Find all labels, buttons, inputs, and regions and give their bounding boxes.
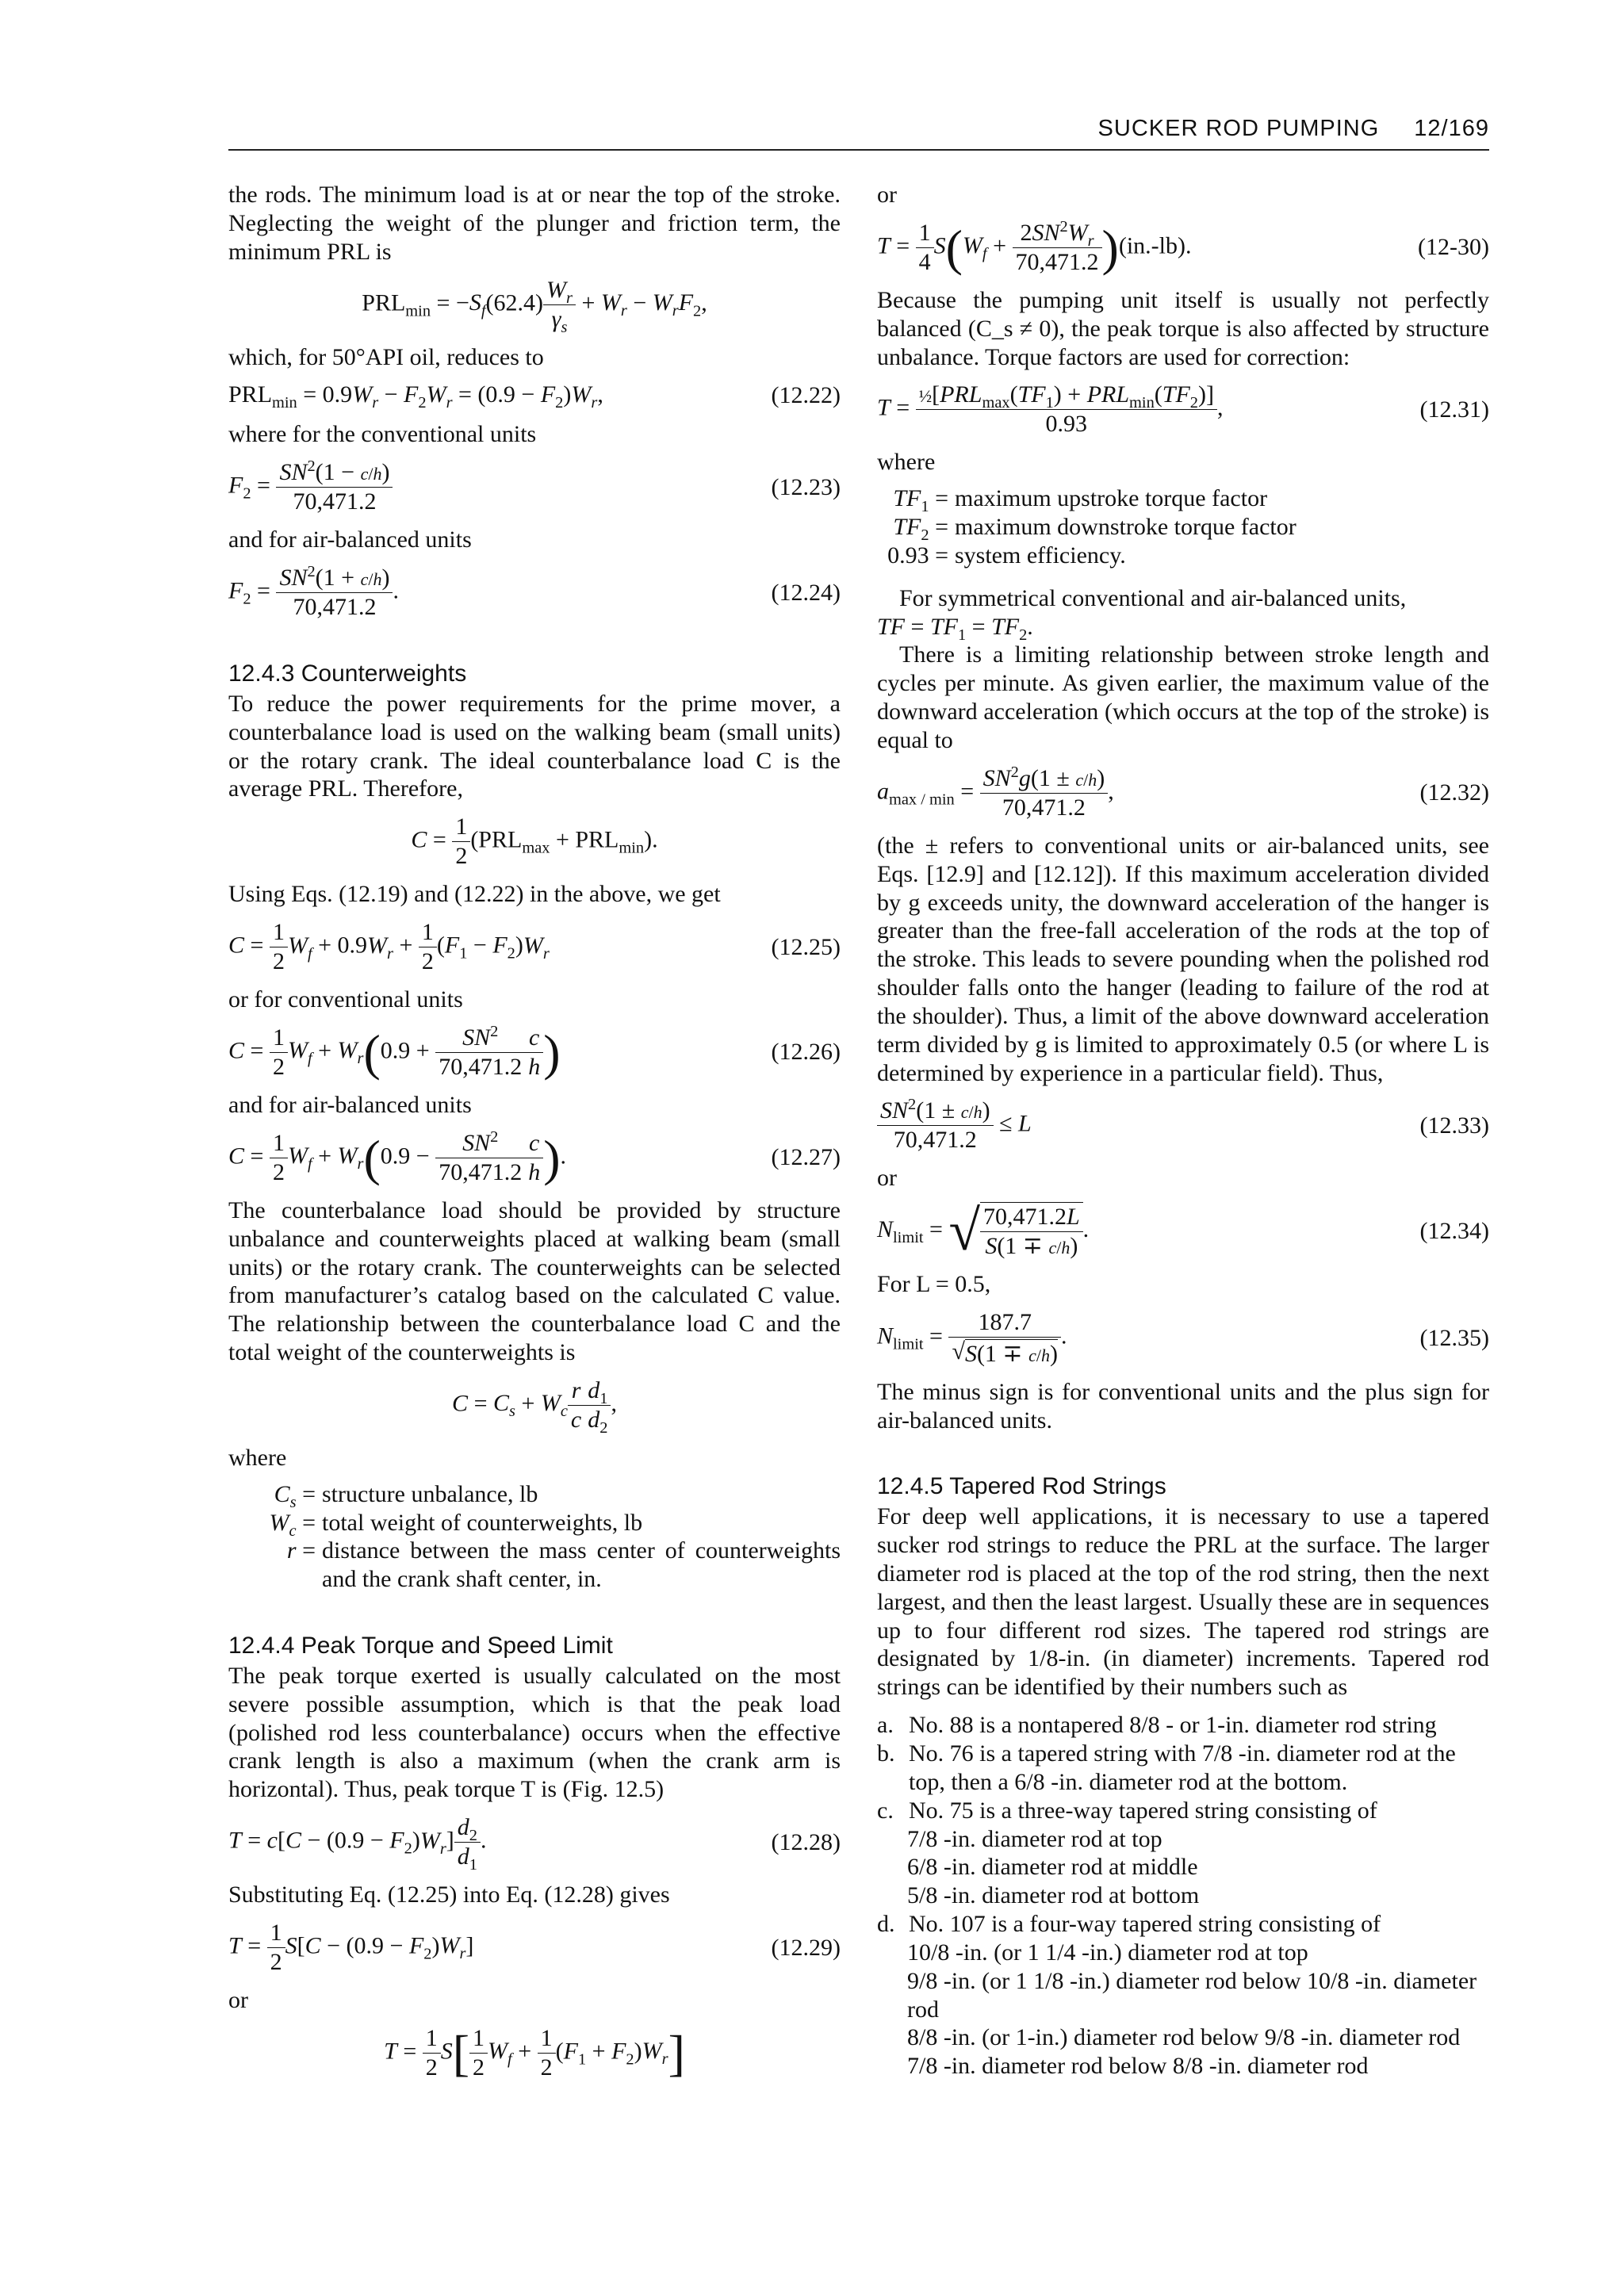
list-subitem: 6/8 -in. diameter rod at middle: [907, 1854, 1198, 1881]
paragraph: There is a limiting relationship between stroke length and cycles per minute. As given earlier, the maximum value of the downward acceleration (which occurs at the top of the stroke) is equal to: [877, 641, 1489, 753]
list-subitem: 7/8 -in. diameter rod below 8/8 -in. diameter rod: [907, 2053, 1369, 2080]
equation-12-28: $T = c[C - (0.9 - F_2)W_r]$ $\frac{d_2}{d_1}$ . (12.28): [228, 1814, 841, 1874]
list-subitem: 10/8 -in. (or 1 1/4 -in.) diameter rod at top: [907, 1939, 1308, 1966]
equation-12-23: $F_2$ = $\frac{SN^2(1 - c/h)}{70,471.2}$ (12.23): [228, 457, 841, 515]
left-column: [228, 181, 841, 2092]
paragraph: The peak torque exerted is usually calculated on the most severe possible assumption, which is that the peak load (polished rod less counterbalance) occurs when the effective crank length is also a maximum (when the crank arm is horizontal). Thus, peak torque T is (Fig. 12.5): [228, 1662, 841, 1803]
running-header: [1098, 116, 1489, 142]
list-subitem: 5/8 -in. diameter rod at bottom: [907, 1882, 1200, 1909]
equation-number: (12.24): [771, 579, 841, 606]
equation-number: (12.31): [1419, 396, 1489, 423]
definition-list: $TF_1$ = maximum upstroke torque factor $TF_2$ = maximum downstroke torque factor 0.93 = system efficiency.: [885, 484, 1489, 570]
definition-list: $C_s$ = structure unbalance, lb $W_c$ = total weight of counterweights, lb r = distance between the mass center of counterweights and the crank shaft center, in.: [269, 1480, 841, 1593]
list-subitem: 7/8 -in. diameter rod at top: [907, 1825, 1162, 1852]
equation-c-cs-wc: $C = C_s + W_c$ $\frac{r}{c}$ $\frac{d_1}{d_2}$ ,: [452, 1376, 617, 1437]
paragraph: or: [877, 1165, 897, 1192]
equation-number: (12.35): [1419, 1324, 1489, 1351]
paragraph: which, for 50°API oil, reduces to: [228, 343, 544, 370]
equation-12-24: $F_2$ = $\frac{SN^2(1 + c/h)}{70,471.2}$ . (12.24): [228, 563, 841, 621]
list-item: b. No. 76 is a tapered string with 7/8 -in. diameter rod at the top, then a 6/8 -in. diameter rod at the bottom.: [877, 1740, 1456, 1795]
paragraph: To reduce the power requirements for the prime mover, a counterbalance load is used on the walking beam (small units) or the rotary crank. The ideal counterbalance load C is the average PRL. Therefore,: [228, 690, 841, 802]
equation-12-31: T = $\frac{1}{2}[PRL_{max}(TF_1) + PRL_{min}(TF_2)]$ 0.93 , (12.31): [877, 381, 1489, 438]
equation-number: (12.32): [1419, 779, 1489, 806]
equation-12-32: $a_{max / min}$ = $\frac{SN^2g(1 \pm c/h)}{70,471.2}$ , (12.32): [877, 763, 1489, 821]
equation-12-25: C = $\frac{1}{2}$ $W_f + 0.9W_r$ + $\frac{1}{2}$ $(F_1 - F_2)W_r$ (12.25): [228, 919, 841, 975]
paragraph: the rods. The minimum load is at or near the top of the stroke. Neglecting the weight of the plunger and friction term, the minimum PRL is: [228, 182, 841, 265]
equation-t-expanded: T = $\frac{1}{2}$ S[ $\frac{1}{2}$ $W_f$ + $\frac{1}{2}$ $(F_1 + F_2)W_r$]: [384, 2024, 685, 2081]
paragraph: Substituting Eq. (12.25) into Eq. (12.28) gives: [228, 1881, 670, 1908]
equation-number: (12.26): [771, 1039, 841, 1066]
equation-12-33: $\frac{SN^2(1 \pm c/h)}{70,471.2}$ ≤ L (12.33): [877, 1097, 1489, 1154]
equation-number: (12.22): [771, 382, 841, 409]
equation-12-34: $N_{limit}$ = √ $\frac{70,471.2L}{S(1 \mp c/h)}$ . (12.34): [877, 1199, 1489, 1263]
paragraph: and for air-balanced units: [228, 526, 472, 553]
section-heading: 12.4.5 Tapered Rod Strings: [877, 1473, 1166, 1500]
equation-number: (12.27): [771, 1144, 841, 1171]
running-title: SUCKER ROD PUMPING: [1097, 116, 1380, 141]
paragraph: The counterbalance load should be provided by structure unbalance and counterweights placed at walking beam (small units) or the rotary crank. The counterweights can be selected from manufacturer’s catalog based on the calculated C value. The relationship between the counterbalance load C and the total weight of the counterweights is: [228, 1196, 841, 1366]
paragraph: (the ± refers to conventional units or air-balanced units, see Eqs. [12.9] and [12.12]). If this maximum acceleration divided by g exceeds unity, the downward acceleration of the hanger is greater than the free-fall acceleration of the rods at the top of the stroke. This leads to severe pounding when the polished rod shoulder falls onto the hanger (leading to failure of the rod at the shoulder). Thus, a limit of the above downward acceleration term divided by g is limited to approximately 0.5 (or where L is determined by experience in a particular field). Thus,: [877, 832, 1489, 1086]
equation-number: (12.29): [771, 1934, 841, 1961]
paragraph: where: [877, 449, 936, 476]
equation-12-29: T = $\frac{1}{2}$ $S[C - (0.9 - F_2)W_r]$ (12.29): [228, 1920, 841, 1975]
list-item: c. No. 75 is a three-way tapered string consisting of: [877, 1797, 1377, 1824]
equation-number: (12.28): [771, 1828, 841, 1855]
equation-12-26: C = $\frac{1}{2}$ $W_f + W_r(0.9$ + $\frac{SN^2}{70,471.2}$ $\frac{c}{h}$ ) (12.26): [228, 1022, 841, 1081]
paragraph: where: [228, 1444, 287, 1471]
right-column: [877, 181, 1489, 2081]
list-subitem: 8/8 -in. (or 1-in.) diameter rod below 9/8 -in. diameter rod: [907, 2024, 1461, 2051]
definition-efficiency: system efficiency.: [955, 542, 1126, 568]
paragraph: or: [228, 1987, 248, 2013]
equation-number: (12.33): [1419, 1112, 1489, 1139]
definition-tf2: maximum downstroke torque factor: [955, 514, 1297, 541]
equation-12-22: $PRL_{min} = 0.9W_r - F_2W_r = (0.9 - F_2)W_r$, (12.22): [228, 381, 841, 412]
equation-12-35: $N_{limit}$ = $\frac{187.7}{√S(1 \mp c/h)}$ . (12.35): [877, 1309, 1489, 1367]
paragraph: The minus sign is for conventional units and the plus sign for air-balanced units.: [877, 1378, 1489, 1434]
paragraph: For L = 0.5,: [877, 1271, 991, 1298]
list-item: d. No. 107 is a four-way tapered string consisting of: [877, 1911, 1381, 1938]
equation-c-average: C = $\frac{1}{2}$ $(PRL_{max} + PRL_{min})$.: [411, 813, 658, 870]
equation-prl-min: $PRL_{min} = -S_f(62.4)$ $\frac{W_r}{\gamma_s}$ + $W_r - W_rF_2$,: [362, 276, 707, 336]
section-heading: 12.4.3 Counterweights: [228, 660, 467, 687]
paragraph: where for the conventional units: [228, 421, 537, 448]
page-number: 12/169: [1414, 116, 1489, 141]
paragraph: Because the pumping unit itself is usually not perfectly balanced (C_s ≠ 0), the peak torque is also affected by structure unbalance. Torque factors are used for correction:: [877, 286, 1489, 370]
section-heading: 12.4.4 Peak Torque and Speed Limit: [228, 1633, 613, 1659]
equation-number: (12.34): [1419, 1218, 1489, 1245]
header-rule: [228, 149, 1489, 151]
list-subitem: 9/8 -in. (or 1 1/8 -in.) diameter rod below 10/8 -in. diameter rod: [907, 1967, 1477, 2023]
equation-12-30: T = $\frac{1}{4}$ $S(W_f$ + $\frac{2SN^2W_r}{70,471.2}$ )(in.-lb). (12-30): [877, 217, 1489, 276]
paragraph: and for air-balanced units: [228, 1091, 472, 1118]
paragraph: For symmetrical conventional and air-balanced units, TF = $TF_1 = TF_2$.: [877, 584, 1407, 644]
paragraph: or for conventional units: [228, 986, 463, 1013]
definition-wc: total weight of counterweights, lb: [322, 1509, 643, 1536]
definition-cs: structure unbalance, lb: [322, 1480, 538, 1507]
equation-number: (12-30): [1418, 234, 1489, 261]
paragraph: or: [877, 182, 897, 208]
definition-r: distance between the mass center of counterweights and the crank shaft center, in.: [322, 1537, 841, 1593]
definition-tf1: maximum upstroke torque factor: [955, 485, 1268, 512]
tapered-rod-list: [877, 1711, 1489, 2081]
paragraph: For deep well applications, it is necessary to use a tapered sucker rod strings to reduce the PRL at the surface. The larger diameter rod is placed at the top of the rod string, then the next largest, and then the least largest. Usually these are in sequences up to four different rod sizes. The tapered rod strings are designated by 1/8-in. (in diameter) increments. Tapered rod strings can be identified by their numbers such as: [877, 1503, 1489, 1701]
equation-number: (12.25): [771, 933, 841, 960]
equation-12-27: C = $\frac{1}{2}$ $W_f + W_r(0.9$ − $\frac{SN^2}{70,471.2}$ $\frac{c}{h}$ ). (12.27): [228, 1127, 841, 1186]
list-item: a. No. 88 is a nontapered 8/8 - or 1-in. diameter rod string: [877, 1712, 1437, 1739]
paragraph: Using Eqs. (12.19) and (12.22) in the above, we get: [228, 881, 721, 908]
equation-number: (12.23): [771, 473, 841, 500]
